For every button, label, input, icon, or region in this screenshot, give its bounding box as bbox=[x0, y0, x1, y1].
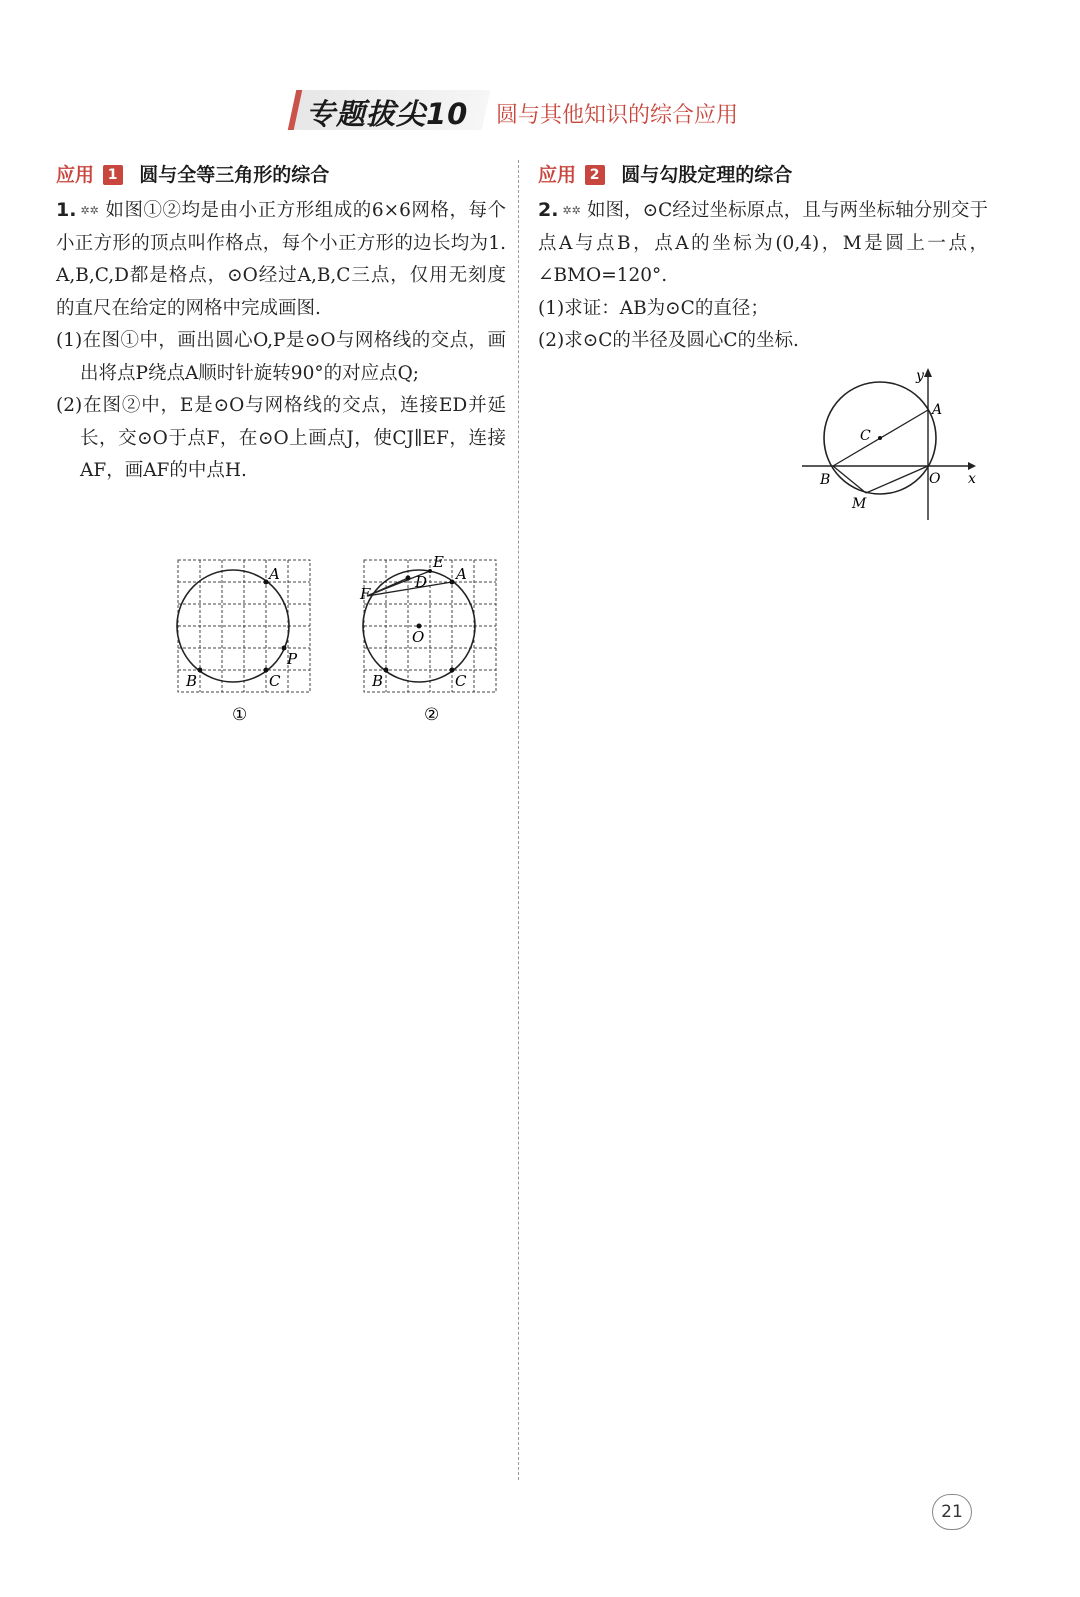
label-b: B bbox=[186, 672, 198, 690]
question-2-part-1: (1)求证：AB为⊙C的直径； bbox=[538, 297, 769, 319]
label-x: x bbox=[968, 471, 976, 487]
line-fd bbox=[367, 578, 408, 596]
point-c bbox=[450, 668, 455, 673]
page-number: 21 bbox=[932, 1494, 972, 1530]
question-2-stem: 如图，⊙C经过坐标原点，且与两坐标轴分别交于点A与点B，点A的坐标为(0,4)，M是圆上一点，∠BMO=120°. bbox=[538, 200, 988, 286]
question-1 bbox=[56, 194, 506, 325]
point-b bbox=[384, 668, 389, 673]
question-2-number: 2. bbox=[538, 199, 559, 221]
banner-subtitle: 圆与其他知识的综合应用 bbox=[496, 103, 739, 128]
label-a: A bbox=[932, 402, 943, 418]
label-a: A bbox=[269, 565, 280, 583]
section-1-heading bbox=[56, 160, 506, 190]
banner-tag: 专题拔尖10 bbox=[306, 97, 469, 131]
section-2-heading bbox=[538, 160, 988, 190]
label-e: E bbox=[433, 553, 444, 571]
point-b bbox=[198, 668, 203, 673]
point-d bbox=[406, 576, 411, 581]
question-2-part-2: (2)求⊙C的半径及圆心C的坐标. bbox=[538, 330, 799, 351]
label-c: C bbox=[455, 672, 467, 690]
left-column bbox=[56, 160, 506, 488]
point-c bbox=[878, 436, 882, 440]
right-column bbox=[538, 160, 988, 358]
label-a: A bbox=[456, 565, 467, 583]
figure-1-caption: ① bbox=[232, 705, 248, 725]
label-o: O bbox=[929, 471, 941, 487]
column-divider bbox=[518, 160, 519, 1480]
section-2-number: 2 bbox=[585, 165, 605, 185]
difficulty-icon: ✲✲ bbox=[562, 204, 581, 217]
label-p: P bbox=[287, 650, 298, 668]
label-m: M bbox=[852, 496, 867, 512]
point-c bbox=[264, 668, 269, 673]
section-1-label: 应用 bbox=[56, 164, 95, 186]
figure-2 bbox=[356, 552, 506, 727]
question-1-stem: 如图①②均是由小正方形组成的6×6网格，每个小正方形的顶点叫作格点，每个小正方形的边长均为1. A,B,C,D都是格点，⊙O经过A,B,C三点，仅用无刻度的直尺在给定的网格中完成画图. bbox=[56, 200, 506, 319]
label-c: C bbox=[269, 672, 281, 690]
section-2-label: 应用 bbox=[538, 164, 577, 186]
label-b: B bbox=[372, 672, 384, 690]
figure-2-caption: ② bbox=[424, 705, 440, 725]
figure-1-grid bbox=[178, 560, 310, 692]
section-1-title: 圆与全等三角形的综合 bbox=[139, 164, 330, 186]
figure-2-grid bbox=[364, 560, 496, 692]
question-1-part-2: (2)在图②中，E是⊙O与网格线的交点，连接ED并延长，交⊙O于点F，在⊙O上画点J，使CJ∥EF，连接AF，画AF的中点H. bbox=[56, 395, 506, 481]
line-af bbox=[367, 582, 452, 596]
figure-1 bbox=[170, 552, 320, 727]
label-f: F bbox=[360, 585, 371, 603]
label-y: y bbox=[916, 368, 924, 384]
section-1-number: 1 bbox=[103, 165, 123, 185]
figure-3 bbox=[798, 362, 988, 527]
section-2-title: 圆与勾股定理的综合 bbox=[621, 164, 793, 186]
x-axis-arrow bbox=[968, 462, 976, 470]
label-d: D bbox=[415, 573, 428, 591]
point-p bbox=[282, 646, 287, 651]
question-1-number: 1. bbox=[56, 199, 77, 221]
label-c: C bbox=[860, 428, 871, 444]
label-b: B bbox=[820, 472, 831, 488]
question-1-part-1: (1)在图①中，画出圆心O,P是⊙O与网格线的交点，画出将点P绕点A顺时针旋转90°的对应点Q; bbox=[56, 330, 506, 384]
y-axis-arrow bbox=[924, 368, 932, 377]
line-bm bbox=[833, 466, 866, 493]
point-e bbox=[428, 569, 432, 573]
point-a bbox=[264, 580, 269, 585]
label-o: O bbox=[412, 628, 425, 646]
question-2 bbox=[538, 194, 988, 293]
point-a bbox=[450, 580, 455, 585]
difficulty-icon: ✲✲ bbox=[80, 204, 99, 217]
